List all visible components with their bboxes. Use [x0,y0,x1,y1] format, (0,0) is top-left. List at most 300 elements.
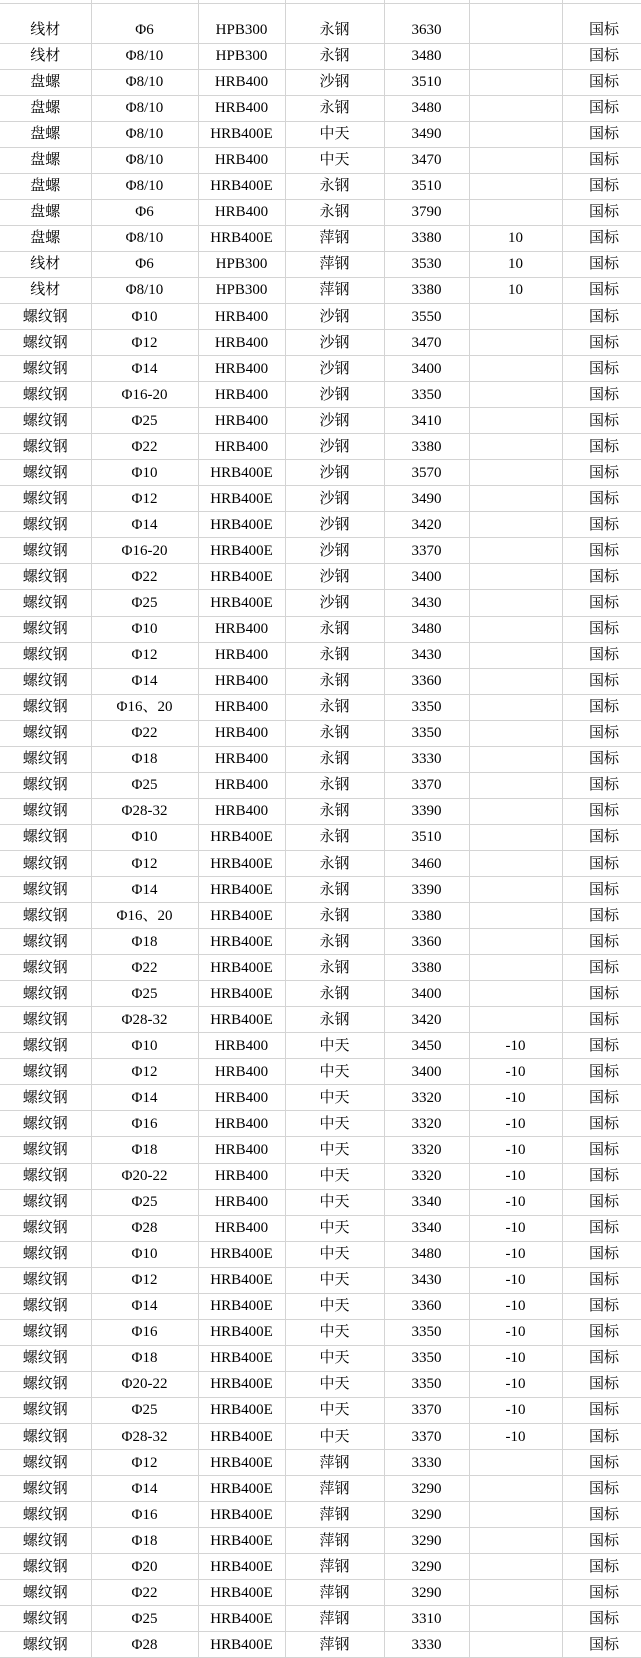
cell-spec[interactable]: Φ14 [91,1293,198,1319]
cell-product[interactable]: 螺纹钢 [0,824,91,850]
cell-spec[interactable]: Φ25 [91,1189,198,1215]
cell-mill[interactable]: 永钢 [285,199,384,225]
cell-mill[interactable]: 萍钢 [285,277,384,303]
cell-standard[interactable]: 国标 [562,1580,641,1606]
cell-spec[interactable]: Φ10 [91,460,198,486]
cell-grade[interactable]: HRB400 [198,147,285,173]
cell-change[interactable] [469,121,562,147]
cell-grade[interactable]: HRB400E [198,512,285,538]
cell-change[interactable] [469,147,562,173]
cell-grade[interactable]: HRB400E [198,824,285,850]
cell-change[interactable] [469,590,562,616]
cell-price[interactable]: 3320 [384,1111,469,1137]
cell-change[interactable]: -10 [469,1033,562,1059]
cell-mill[interactable]: 永钢 [285,694,384,720]
cell-spec[interactable]: Φ25 [91,772,198,798]
cell-spec[interactable]: Φ25 [91,981,198,1007]
cell-product[interactable]: 盘螺 [0,147,91,173]
cell-standard[interactable]: 国标 [562,486,641,512]
cell-spec[interactable]: Φ8/10 [91,173,198,199]
cell-change[interactable] [469,903,562,929]
cell-spec[interactable]: Φ12 [91,642,198,668]
cell-mill[interactable]: 永钢 [285,877,384,903]
cell-mill[interactable]: 萍钢 [285,1528,384,1554]
cell-product[interactable]: 螺纹钢 [0,1033,91,1059]
cell-change[interactable] [469,1502,562,1528]
cell-grade[interactable]: HRB400 [198,1033,285,1059]
cell-standard[interactable]: 国标 [562,382,641,408]
cell-price[interactable]: 3510 [384,173,469,199]
cell-standard[interactable]: 国标 [562,564,641,590]
cell-spec[interactable]: Φ8/10 [91,43,198,69]
cell-price[interactable]: 3460 [384,850,469,876]
cell-change[interactable]: -10 [469,1345,562,1371]
cell-product[interactable]: 螺纹钢 [0,356,91,382]
cell-change[interactable] [469,1450,562,1476]
cell-spec[interactable]: Φ14 [91,1085,198,1111]
cell-price[interactable]: 3360 [384,1293,469,1319]
cell-price[interactable]: 3330 [384,1450,469,1476]
cell-mill[interactable]: 中天 [285,1137,384,1163]
cell-change[interactable]: 10 [469,251,562,277]
cell-product[interactable]: 螺纹钢 [0,1345,91,1371]
cell-grade[interactable]: HRB400E [198,850,285,876]
cell-price[interactable]: 3510 [384,824,469,850]
cell-price[interactable]: 3340 [384,1189,469,1215]
cell-product[interactable]: 螺纹钢 [0,1606,91,1632]
cell-price[interactable]: 3480 [384,1241,469,1267]
cell-product[interactable]: 螺纹钢 [0,642,91,668]
cell-price[interactable]: 3790 [384,199,469,225]
cell-mill[interactable]: 沙钢 [285,356,384,382]
cell-price[interactable]: 3480 [384,43,469,69]
cell-spec[interactable]: Φ22 [91,720,198,746]
cell-mill[interactable]: 萍钢 [285,1502,384,1528]
cell-mill[interactable]: 中天 [285,1319,384,1345]
cell-price[interactable]: 3350 [384,1345,469,1371]
cell-spec[interactable]: Φ8/10 [91,147,198,173]
cell-standard[interactable]: 国标 [562,199,641,225]
cell-spec[interactable]: Φ28-32 [91,1423,198,1449]
cell-standard[interactable]: 国标 [562,1137,641,1163]
cell-mill[interactable]: 沙钢 [285,512,384,538]
cell-change[interactable] [469,1528,562,1554]
cell-standard[interactable]: 国标 [562,1502,641,1528]
cell-standard[interactable]: 国标 [562,1215,641,1241]
cell-spec[interactable]: Φ6 [91,251,198,277]
cell-spec[interactable]: Φ10 [91,303,198,329]
cell-change[interactable] [469,955,562,981]
cell-product[interactable]: 螺纹钢 [0,1241,91,1267]
cell-change[interactable]: -10 [469,1319,562,1345]
cell-product[interactable]: 螺纹钢 [0,746,91,772]
cell-price[interactable]: 3370 [384,538,469,564]
cell-grade[interactable]: HRB400E [198,903,285,929]
cell-price[interactable]: 3430 [384,590,469,616]
cell-change[interactable]: -10 [469,1085,562,1111]
cell-product[interactable]: 螺纹钢 [0,1632,91,1658]
cell-grade[interactable]: HRB400E [198,173,285,199]
cell-standard[interactable]: 国标 [562,95,641,121]
cell-price[interactable]: 3350 [384,1371,469,1397]
cell-change[interactable] [469,981,562,1007]
cell-grade[interactable]: HRB400 [198,746,285,772]
cell-grade[interactable]: HRB400E [198,460,285,486]
cell-grade[interactable]: HRB400E [198,538,285,564]
cell-change[interactable] [469,824,562,850]
cell-change[interactable] [469,877,562,903]
cell-change[interactable] [469,330,562,356]
cell-price[interactable]: 3290 [384,1476,469,1502]
cell-spec[interactable]: Φ16、20 [91,903,198,929]
cell-mill[interactable]: 沙钢 [285,69,384,95]
cell-spec[interactable]: Φ10 [91,824,198,850]
cell-standard[interactable]: 国标 [562,798,641,824]
cell-price[interactable]: 3380 [384,434,469,460]
cell-spec[interactable]: Φ22 [91,955,198,981]
cell-mill[interactable]: 中天 [285,1215,384,1241]
cell-change[interactable]: -10 [469,1215,562,1241]
cell-spec[interactable]: Φ18 [91,929,198,955]
cell-standard[interactable]: 国标 [562,3,641,43]
cell-product[interactable]: 螺纹钢 [0,1059,91,1085]
cell-standard[interactable]: 国标 [562,1033,641,1059]
cell-change[interactable]: 10 [469,277,562,303]
cell-price[interactable]: 3350 [384,694,469,720]
cell-spec[interactable]: Φ12 [91,1267,198,1293]
cell-spec[interactable]: Φ22 [91,564,198,590]
cell-spec[interactable]: Φ25 [91,408,198,434]
cell-standard[interactable]: 国标 [562,1267,641,1293]
cell-grade[interactable]: HRB400 [198,668,285,694]
cell-product[interactable]: 螺纹钢 [0,303,91,329]
cell-grade[interactable]: HRB400E [198,225,285,251]
cell-product[interactable]: 螺纹钢 [0,772,91,798]
cell-change[interactable] [469,1580,562,1606]
cell-change[interactable]: -10 [469,1137,562,1163]
cell-change[interactable] [469,3,562,43]
cell-product[interactable]: 线材 [0,3,91,43]
cell-standard[interactable]: 国标 [562,1397,641,1423]
cell-grade[interactable]: HRB400 [198,1189,285,1215]
cell-price[interactable]: 3380 [384,903,469,929]
cell-change[interactable]: -10 [469,1267,562,1293]
cell-mill[interactable]: 中天 [285,1111,384,1137]
cell-mill[interactable]: 中天 [285,121,384,147]
cell-product[interactable]: 螺纹钢 [0,1319,91,1345]
cell-product[interactable]: 螺纹钢 [0,1397,91,1423]
cell-mill[interactable]: 中天 [285,1033,384,1059]
cell-mill[interactable]: 萍钢 [285,1476,384,1502]
cell-standard[interactable]: 国标 [562,1345,641,1371]
cell-price[interactable]: 3290 [384,1528,469,1554]
cell-mill[interactable]: 沙钢 [285,408,384,434]
cell-standard[interactable]: 国标 [562,1476,641,1502]
cell-change[interactable] [469,538,562,564]
cell-mill[interactable]: 中天 [285,147,384,173]
cell-spec[interactable]: Φ16 [91,1319,198,1345]
cell-price[interactable]: 3290 [384,1580,469,1606]
cell-mill[interactable]: 永钢 [285,173,384,199]
cell-product[interactable]: 螺纹钢 [0,1085,91,1111]
cell-mill[interactable]: 萍钢 [285,225,384,251]
cell-product[interactable]: 螺纹钢 [0,850,91,876]
cell-change[interactable] [469,512,562,538]
cell-price[interactable]: 3470 [384,330,469,356]
cell-grade[interactable]: HRB400E [198,564,285,590]
cell-standard[interactable]: 国标 [562,43,641,69]
cell-spec[interactable]: Φ16 [91,1111,198,1137]
cell-grade[interactable]: HRB400 [198,772,285,798]
cell-grade[interactable]: HRB400E [198,1632,285,1658]
cell-product[interactable]: 螺纹钢 [0,408,91,434]
cell-grade[interactable]: HRB400E [198,1371,285,1397]
cell-standard[interactable]: 国标 [562,1423,641,1449]
cell-change[interactable] [469,1606,562,1632]
cell-price[interactable]: 3410 [384,408,469,434]
cell-spec[interactable]: Φ25 [91,590,198,616]
cell-spec[interactable]: Φ25 [91,1606,198,1632]
cell-standard[interactable]: 国标 [562,1085,641,1111]
cell-change[interactable] [469,668,562,694]
cell-spec[interactable]: Φ10 [91,1241,198,1267]
cell-grade[interactable]: HRB400 [198,694,285,720]
cell-change[interactable]: -10 [469,1397,562,1423]
cell-product[interactable]: 螺纹钢 [0,1450,91,1476]
cell-product[interactable]: 线材 [0,43,91,69]
cell-change[interactable] [469,382,562,408]
cell-spec[interactable]: Φ6 [91,3,198,43]
cell-mill[interactable]: 萍钢 [285,1450,384,1476]
cell-change[interactable] [469,850,562,876]
cell-spec[interactable]: Φ18 [91,1528,198,1554]
cell-change[interactable]: -10 [469,1241,562,1267]
cell-spec[interactable]: Φ14 [91,668,198,694]
cell-grade[interactable]: HRB400E [198,1580,285,1606]
cell-spec[interactable]: Φ22 [91,434,198,460]
cell-mill[interactable]: 沙钢 [285,434,384,460]
cell-grade[interactable]: HRB400 [198,642,285,668]
cell-mill[interactable]: 永钢 [285,772,384,798]
cell-spec[interactable]: Φ12 [91,486,198,512]
cell-product[interactable]: 螺纹钢 [0,434,91,460]
cell-standard[interactable]: 国标 [562,1059,641,1085]
cell-product[interactable]: 螺纹钢 [0,538,91,564]
cell-product[interactable]: 盘螺 [0,121,91,147]
cell-standard[interactable]: 国标 [562,1163,641,1189]
cell-standard[interactable]: 国标 [562,1632,641,1658]
cell-grade[interactable]: HRB400 [198,95,285,121]
cell-price[interactable]: 3360 [384,668,469,694]
cell-spec[interactable]: Φ28 [91,1215,198,1241]
cell-spec[interactable]: Φ8/10 [91,121,198,147]
cell-mill[interactable]: 沙钢 [285,382,384,408]
cell-grade[interactable]: HRB400E [198,955,285,981]
cell-spec[interactable]: Φ12 [91,1059,198,1085]
cell-price[interactable]: 3490 [384,121,469,147]
cell-grade[interactable]: HPB300 [198,277,285,303]
cell-mill[interactable]: 萍钢 [285,251,384,277]
cell-grade[interactable]: HRB400E [198,1267,285,1293]
cell-grade[interactable]: HRB400 [198,1137,285,1163]
cell-mill[interactable]: 中天 [285,1059,384,1085]
cell-spec[interactable]: Φ8/10 [91,225,198,251]
cell-mill[interactable]: 永钢 [285,3,384,43]
cell-product[interactable]: 螺纹钢 [0,1137,91,1163]
cell-grade[interactable]: HRB400 [198,408,285,434]
cell-spec[interactable]: Φ18 [91,1137,198,1163]
cell-mill[interactable]: 永钢 [285,955,384,981]
cell-grade[interactable]: HRB400 [198,616,285,642]
cell-price[interactable]: 3340 [384,1215,469,1241]
cell-price[interactable]: 3550 [384,303,469,329]
cell-grade[interactable]: HRB400 [198,330,285,356]
cell-price[interactable]: 3380 [384,955,469,981]
cell-grade[interactable]: HRB400 [198,382,285,408]
cell-grade[interactable]: HRB400 [198,434,285,460]
cell-standard[interactable]: 国标 [562,1450,641,1476]
cell-standard[interactable]: 国标 [562,903,641,929]
cell-change[interactable] [469,95,562,121]
cell-mill[interactable]: 永钢 [285,668,384,694]
cell-price[interactable]: 3400 [384,356,469,382]
cell-spec[interactable]: Φ14 [91,356,198,382]
cell-change[interactable] [469,434,562,460]
cell-spec[interactable]: Φ20-22 [91,1371,198,1397]
cell-standard[interactable]: 国标 [562,303,641,329]
cell-mill[interactable]: 沙钢 [285,330,384,356]
cell-price[interactable]: 3470 [384,147,469,173]
cell-price[interactable]: 3450 [384,1033,469,1059]
cell-spec[interactable]: Φ20-22 [91,1163,198,1189]
cell-mill[interactable]: 中天 [285,1085,384,1111]
cell-mill[interactable]: 永钢 [285,95,384,121]
cell-grade[interactable]: HRB400 [198,1163,285,1189]
cell-product[interactable]: 螺纹钢 [0,590,91,616]
cell-spec[interactable]: Φ28-32 [91,798,198,824]
cell-price[interactable]: 3430 [384,1267,469,1293]
cell-grade[interactable]: HRB400E [198,1502,285,1528]
cell-change[interactable] [469,303,562,329]
cell-mill[interactable]: 中天 [285,1241,384,1267]
cell-product[interactable]: 螺纹钢 [0,694,91,720]
cell-product[interactable]: 螺纹钢 [0,1580,91,1606]
cell-spec[interactable]: Φ18 [91,1345,198,1371]
cell-product[interactable]: 螺纹钢 [0,564,91,590]
cell-mill[interactable]: 沙钢 [285,486,384,512]
cell-price[interactable]: 3390 [384,798,469,824]
cell-spec[interactable]: Φ18 [91,746,198,772]
cell-standard[interactable]: 国标 [562,173,641,199]
cell-grade[interactable]: HRB400E [198,1007,285,1033]
cell-mill[interactable]: 中天 [285,1423,384,1449]
cell-change[interactable] [469,746,562,772]
cell-grade[interactable]: HRB400E [198,1606,285,1632]
cell-standard[interactable]: 国标 [562,850,641,876]
cell-grade[interactable]: HPB300 [198,3,285,43]
cell-price[interactable]: 3420 [384,512,469,538]
cell-change[interactable] [469,642,562,668]
cell-change[interactable] [469,69,562,95]
cell-product[interactable]: 螺纹钢 [0,981,91,1007]
cell-price[interactable]: 3290 [384,1554,469,1580]
cell-mill[interactable]: 中天 [285,1345,384,1371]
cell-standard[interactable]: 国标 [562,1111,641,1137]
cell-price[interactable]: 3350 [384,1319,469,1345]
cell-grade[interactable]: HRB400 [198,1085,285,1111]
cell-spec[interactable]: Φ16 [91,1502,198,1528]
cell-price[interactable]: 3420 [384,1007,469,1033]
cell-price[interactable]: 3330 [384,1632,469,1658]
cell-standard[interactable]: 国标 [562,590,641,616]
cell-standard[interactable]: 国标 [562,694,641,720]
cell-price[interactable]: 3320 [384,1085,469,1111]
cell-standard[interactable]: 国标 [562,616,641,642]
cell-standard[interactable]: 国标 [562,434,641,460]
cell-product[interactable]: 螺纹钢 [0,1371,91,1397]
cell-change[interactable] [469,1007,562,1033]
cell-mill[interactable]: 萍钢 [285,1606,384,1632]
cell-spec[interactable]: Φ14 [91,512,198,538]
cell-standard[interactable]: 国标 [562,1371,641,1397]
cell-standard[interactable]: 国标 [562,356,641,382]
cell-product[interactable]: 螺纹钢 [0,903,91,929]
cell-change[interactable] [469,199,562,225]
cell-price[interactable]: 3630 [384,3,469,43]
cell-product[interactable]: 螺纹钢 [0,1163,91,1189]
cell-price[interactable]: 3370 [384,772,469,798]
cell-change[interactable] [469,772,562,798]
cell-standard[interactable]: 国标 [562,251,641,277]
cell-standard[interactable]: 国标 [562,277,641,303]
cell-spec[interactable]: Φ22 [91,1580,198,1606]
cell-mill[interactable]: 永钢 [285,746,384,772]
cell-spec[interactable]: Φ16-20 [91,538,198,564]
cell-standard[interactable]: 国标 [562,330,641,356]
cell-product[interactable]: 螺纹钢 [0,1502,91,1528]
cell-spec[interactable]: Φ12 [91,330,198,356]
cell-grade[interactable]: HRB400E [198,929,285,955]
cell-standard[interactable]: 国标 [562,877,641,903]
cell-price[interactable]: 3430 [384,642,469,668]
cell-change[interactable]: -10 [469,1189,562,1215]
cell-change[interactable] [469,1476,562,1502]
cell-grade[interactable]: HRB400E [198,981,285,1007]
cell-change[interactable] [469,564,562,590]
cell-price[interactable]: 3400 [384,564,469,590]
cell-grade[interactable]: HRB400 [198,1111,285,1137]
cell-spec[interactable]: Φ16-20 [91,382,198,408]
cell-standard[interactable]: 国标 [562,408,641,434]
cell-product[interactable]: 螺纹钢 [0,460,91,486]
cell-mill[interactable]: 沙钢 [285,538,384,564]
cell-mill[interactable]: 中天 [285,1163,384,1189]
cell-spec[interactable]: Φ28 [91,1632,198,1658]
cell-product[interactable]: 线材 [0,251,91,277]
cell-grade[interactable]: HRB400 [198,720,285,746]
cell-change[interactable] [469,694,562,720]
cell-mill[interactable]: 永钢 [285,981,384,1007]
cell-price[interactable]: 3400 [384,981,469,1007]
cell-product[interactable]: 螺纹钢 [0,1189,91,1215]
cell-mill[interactable]: 沙钢 [285,564,384,590]
cell-grade[interactable]: HRB400E [198,1528,285,1554]
cell-standard[interactable]: 国标 [562,225,641,251]
cell-change[interactable] [469,486,562,512]
cell-product[interactable]: 螺纹钢 [0,877,91,903]
cell-change[interactable]: 10 [469,225,562,251]
cell-grade[interactable]: HRB400E [198,1554,285,1580]
